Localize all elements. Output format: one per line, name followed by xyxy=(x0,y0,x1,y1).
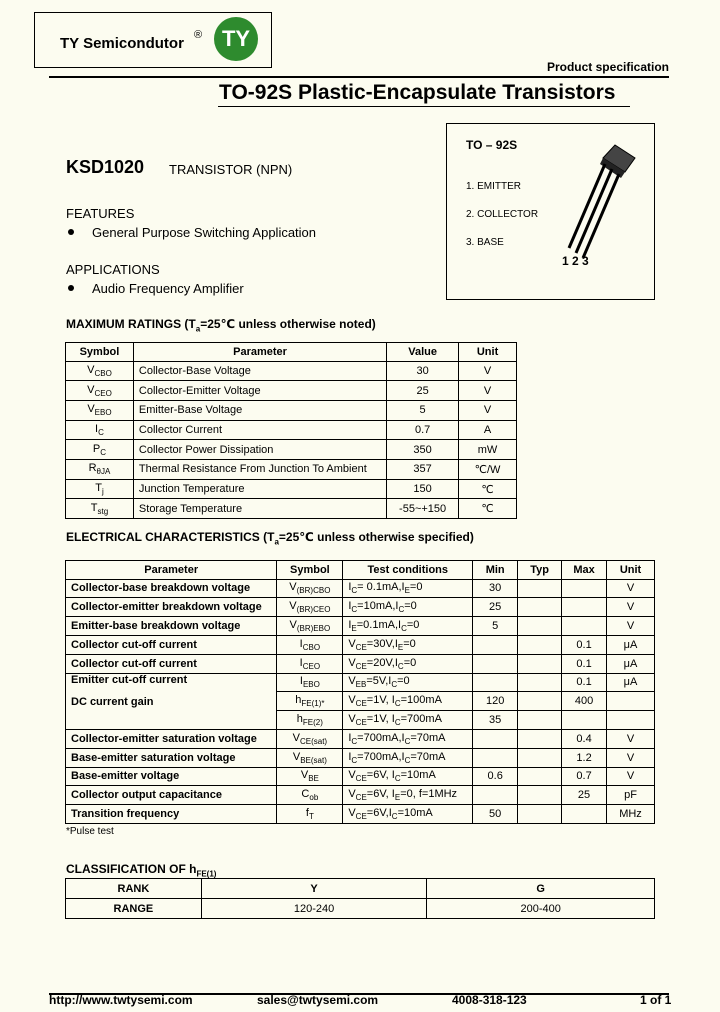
pulse-test-note: *Pulse test xyxy=(66,826,114,837)
value-cell: 150 xyxy=(387,479,459,499)
parameter-cell: Emitter-base breakdown voltage xyxy=(66,617,277,636)
unit-cell: ℃ xyxy=(459,479,517,499)
table-row xyxy=(66,673,655,692)
unit-cell: V xyxy=(607,579,655,598)
applications-heading: APPLICATIONS xyxy=(66,262,160,277)
feature-item: General Purpose Switching Application xyxy=(66,225,316,240)
unit-cell: mW xyxy=(459,440,517,460)
page-title: TO-92S Plastic-Encapsulate Transistors xyxy=(219,81,616,104)
application-item: Audio Frequency Amplifier xyxy=(66,281,244,296)
typ-cell xyxy=(518,767,562,786)
min-cell xyxy=(473,635,518,654)
unit-cell: μA xyxy=(607,654,655,673)
max-cell xyxy=(562,711,607,730)
pin-1-label: 1. EMITTER xyxy=(466,181,522,192)
table-row xyxy=(66,805,655,824)
footer-email[interactable]: sales@twtysemi.com xyxy=(257,993,379,1007)
features-heading: FEATURES xyxy=(66,206,135,221)
table-row xyxy=(66,381,517,401)
parameter-cell: Collector-emitter breakdown voltage xyxy=(66,598,277,617)
table-header-row: Parameter Symbol Test conditions Min Typ Max Unit xyxy=(66,561,655,580)
typ-cell xyxy=(518,579,562,598)
unit-cell: V xyxy=(459,361,517,381)
max-cell: 0.1 xyxy=(562,654,607,673)
min-cell: 25 xyxy=(473,598,518,617)
title-underline xyxy=(218,106,630,107)
table-row xyxy=(66,748,655,767)
symbol-cell: $V_{BE(sat)}$ xyxy=(277,748,343,767)
symbol-cell: $h_{FE(2)}$ xyxy=(277,711,343,730)
table-row xyxy=(66,440,517,460)
condition-cell: $V_{EB}=5V,I_C=0$ xyxy=(343,673,473,692)
registered-mark: ® xyxy=(194,29,203,41)
parameter-cell: Collector-emitter saturation voltage xyxy=(66,729,277,748)
unit-cell: MHz xyxy=(607,805,655,824)
table-row xyxy=(66,729,655,748)
pin-numbers: 1 2 3 xyxy=(562,254,589,268)
max-cell: 25 xyxy=(562,786,607,805)
value-cell: 350 xyxy=(387,440,459,460)
condition-cell: $V_{CE}=1V$, $I_C=700mA$ xyxy=(343,711,473,730)
parameter-cell: Base-emitter saturation voltage xyxy=(66,748,277,767)
max-cell xyxy=(562,617,607,636)
unit-cell xyxy=(607,692,655,711)
table-row xyxy=(66,579,655,598)
ty-logo-icon: TY xyxy=(214,17,258,61)
unit-cell: ℃/W xyxy=(459,460,517,480)
min-cell xyxy=(473,786,518,805)
unit-cell: ℃ xyxy=(459,499,517,519)
classification-table xyxy=(65,878,655,919)
brand-name: TY Semicondutor xyxy=(60,35,184,52)
typ-cell xyxy=(518,617,562,636)
parameter-cell: Emitter cut-off current DC current gain xyxy=(66,673,277,729)
parameter-cell: Collector cut-off current xyxy=(66,654,277,673)
typ-cell xyxy=(518,805,562,824)
max-cell xyxy=(562,598,607,617)
symbol-cell: $f_T$ xyxy=(277,805,343,824)
symbol-cell: $V_{(BR)EBO}$ xyxy=(277,617,343,636)
unit-cell: V xyxy=(607,748,655,767)
elec-char-title: ELECTRICAL CHARACTERISTICS ($T_a=25℃$ unless otherwise specified) xyxy=(66,530,474,547)
table-row xyxy=(66,598,655,617)
parameter-cell: Junction Temperature xyxy=(133,479,386,499)
value-cell: 0.7 xyxy=(387,420,459,440)
bullet-icon xyxy=(68,229,74,235)
min-cell: 0.6 xyxy=(473,767,518,786)
table-row xyxy=(66,499,517,519)
symbol-cell: $R_{\theta JA}$ xyxy=(66,460,134,480)
typ-cell xyxy=(518,711,562,730)
bullet-icon xyxy=(68,285,74,291)
table-row xyxy=(66,654,655,673)
pin-2-label: 2. COLLECTOR xyxy=(466,209,539,220)
max-cell xyxy=(562,805,607,824)
parameter-cell: Collector-base breakdown voltage xyxy=(66,579,277,598)
footer-page: 1 of 1 xyxy=(640,993,672,1007)
classification-title: CLASSIFICATION OF $h_{FE(1)}$ xyxy=(66,862,217,879)
parameter-cell: Storage Temperature xyxy=(133,499,386,519)
parameter-cell: Transition frequency xyxy=(66,805,277,824)
parameter-cell: Collector-Base Voltage xyxy=(133,361,386,381)
part-number: KSD1020 xyxy=(66,157,145,177)
part-type: TRANSISTOR (NPN) xyxy=(169,162,293,177)
max-cell: 0.1 xyxy=(562,673,607,692)
symbol-cell: $V_{BE}$ xyxy=(277,767,343,786)
unit-cell: V xyxy=(607,767,655,786)
max-cell: 0.1 xyxy=(562,635,607,654)
parameter-cell: Emitter-Base Voltage xyxy=(133,400,386,420)
unit-cell: pF xyxy=(607,786,655,805)
condition-cell: $I_C=10mA,I_C=0$ xyxy=(343,598,473,617)
min-cell: 35 xyxy=(473,711,518,730)
unit-cell: V xyxy=(459,381,517,401)
symbol-cell: $I_{EBO}$ xyxy=(277,673,343,692)
unit-cell: V xyxy=(607,617,655,636)
condition-cell: $I_E=0.1mA,I_C=0$ xyxy=(343,617,473,636)
min-cell xyxy=(473,654,518,673)
unit-cell xyxy=(607,711,655,730)
typ-cell xyxy=(518,654,562,673)
condition-cell: $I_C= 0.1mA,I_E=0$ xyxy=(343,579,473,598)
parameter-cell: Collector-Emitter Voltage xyxy=(133,381,386,401)
condition-cell: $V_{CE}=20V,I_C=0$ xyxy=(343,654,473,673)
min-cell: 5 xyxy=(473,617,518,636)
condition-cell: $V_{CE}=6V,I_C=10mA$ xyxy=(343,805,473,824)
condition-cell: $I_C=700mA,I_C=70mA$ xyxy=(343,748,473,767)
min-cell: 50 xyxy=(473,805,518,824)
symbol-cell: $T_j$ xyxy=(66,479,134,499)
table-row xyxy=(66,786,655,805)
unit-cell: V xyxy=(607,729,655,748)
condition-cell: $V_{CE}=6V$, $I_E=0$, f=1MHz xyxy=(343,786,473,805)
max-cell: 0.7 xyxy=(562,767,607,786)
parameter-cell: Thermal Resistance From Junction To Ambient xyxy=(133,460,386,480)
typ-cell xyxy=(518,729,562,748)
typ-cell xyxy=(518,598,562,617)
table-row xyxy=(66,361,517,381)
parameter-cell: Collector output capacitance xyxy=(66,786,277,805)
value-cell: -55~+150 xyxy=(387,499,459,519)
pin-3-label: 3. BASE xyxy=(466,237,504,248)
unit-cell: V xyxy=(459,400,517,420)
table-row xyxy=(66,400,517,420)
footer-phone: 4008-318-123 xyxy=(452,993,527,1007)
parameter-cell: Collector Current xyxy=(133,420,386,440)
header-rule xyxy=(49,76,669,78)
max-cell: 1.2 xyxy=(562,748,607,767)
min-cell xyxy=(473,729,518,748)
symbol-cell: $V_{(BR)CEO}$ xyxy=(277,598,343,617)
symbol-cell: $V_{CE(sat)}$ xyxy=(277,729,343,748)
condition-cell: $V_{CE}=30V,I_E=0$ xyxy=(343,635,473,654)
value-cell: 357 xyxy=(387,460,459,480)
typ-cell xyxy=(518,748,562,767)
symbol-cell: $V_{(BR)CBO}$ xyxy=(277,579,343,598)
table-row xyxy=(66,460,517,480)
package-name: TO – 92S xyxy=(466,138,518,152)
max-cell: 400 xyxy=(562,692,607,711)
parameter-cell: Collector cut-off current xyxy=(66,635,277,654)
symbol-cell: $T_{stg}$ xyxy=(66,499,134,519)
parameter-cell: Collector Power Dissipation xyxy=(133,440,386,460)
product-specification: Product specification xyxy=(546,60,669,74)
table-row xyxy=(66,767,655,786)
symbol-cell: $P_C$ xyxy=(66,440,134,460)
symbol-cell: $I_C$ xyxy=(66,420,134,440)
table-row: RANGE 120-240 200-400 xyxy=(66,899,655,919)
table-header-row: RANK Y G xyxy=(66,879,655,899)
symbol-cell: $I_{CEO}$ xyxy=(277,654,343,673)
table-row xyxy=(66,420,517,440)
table-header-row: Symbol Parameter Value Unit xyxy=(66,343,517,362)
symbol-cell: $h_{FE(1)*}$ xyxy=(277,692,343,711)
value-cell: 5 xyxy=(387,400,459,420)
elec-char-table xyxy=(65,560,655,824)
typ-cell xyxy=(518,635,562,654)
symbol-cell: $I_{CBO}$ xyxy=(277,635,343,654)
max-ratings-title: MAXIMUM RATINGS ($T_a=25℃$ unless otherwise noted) xyxy=(66,317,376,334)
parameter-cell: Base-emitter voltage xyxy=(66,767,277,786)
symbol-cell: $V_{CBO}$ xyxy=(66,361,134,381)
max-cell xyxy=(562,579,607,598)
condition-cell: $I_C=700mA,I_C=70mA$ xyxy=(343,729,473,748)
unit-cell: V xyxy=(607,598,655,617)
max-ratings-table xyxy=(65,342,517,519)
condition-cell: $V_{CE}=1V$, $I_C=100mA$ xyxy=(343,692,473,711)
min-cell: 120 xyxy=(473,692,518,711)
symbol-cell: $C_{ob}$ xyxy=(277,786,343,805)
min-cell: 30 xyxy=(473,579,518,598)
unit-cell: A xyxy=(459,420,517,440)
max-cell: 0.4 xyxy=(562,729,607,748)
typ-cell xyxy=(518,692,562,711)
value-cell: 30 xyxy=(387,361,459,381)
table-row xyxy=(66,479,517,499)
value-cell: 25 xyxy=(387,381,459,401)
unit-cell: μA xyxy=(607,635,655,654)
min-cell xyxy=(473,673,518,692)
typ-cell xyxy=(518,786,562,805)
condition-cell: $V_{CE}=6V$, $I_C=10mA$ xyxy=(343,767,473,786)
table-row xyxy=(66,617,655,636)
unit-cell: μA xyxy=(607,673,655,692)
typ-cell xyxy=(518,673,562,692)
min-cell xyxy=(473,748,518,767)
footer-url[interactable]: http://www.twtysemi.com xyxy=(49,993,193,1007)
table-row xyxy=(66,635,655,654)
symbol-cell: $V_{CEO}$ xyxy=(66,381,134,401)
symbol-cell: $V_{EBO}$ xyxy=(66,400,134,420)
